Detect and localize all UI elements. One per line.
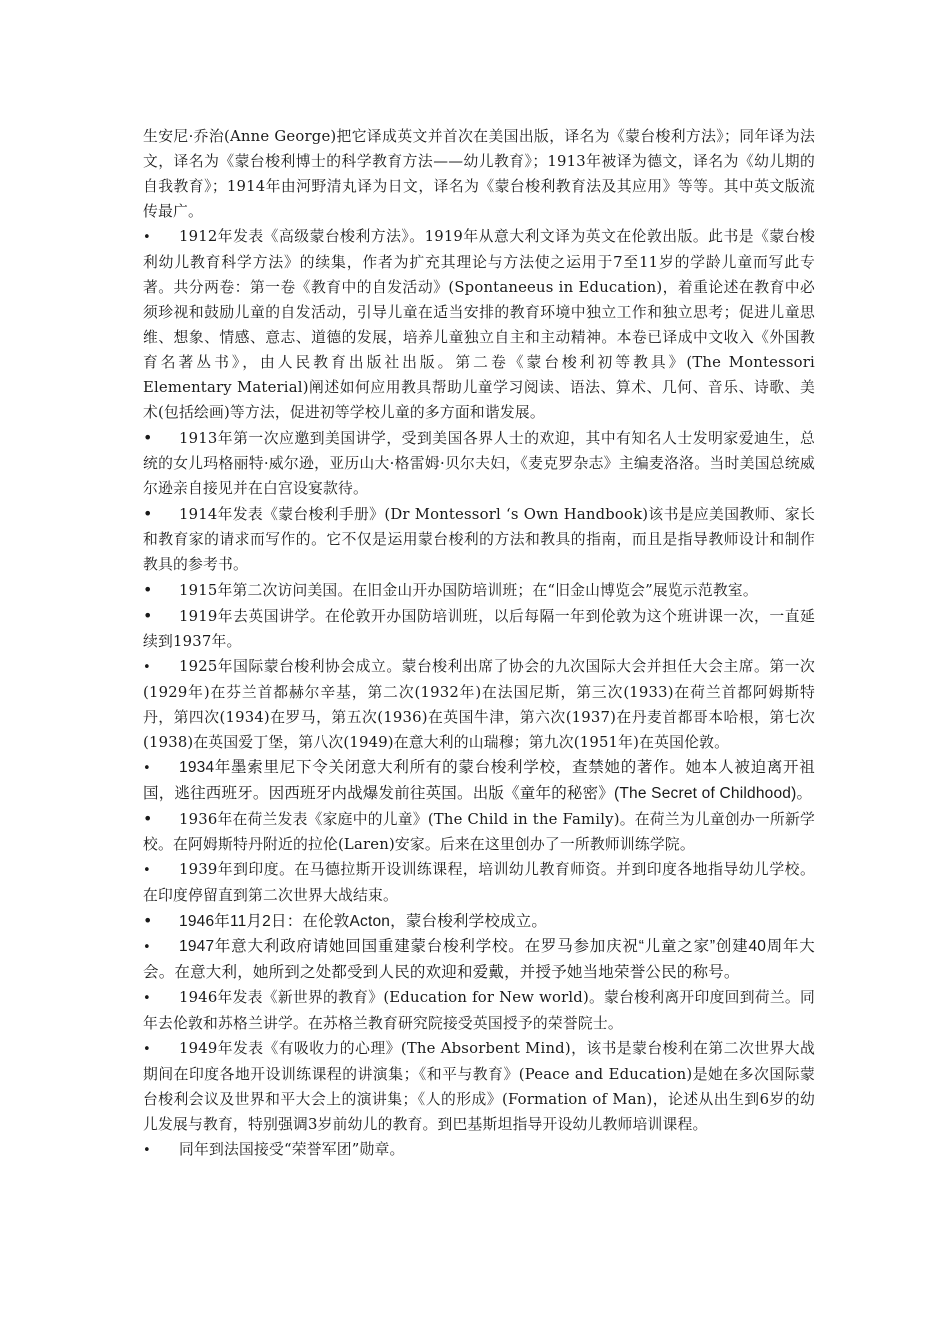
bullet-icon: • xyxy=(143,504,153,523)
list-item xyxy=(143,934,815,985)
bullet-icon: • xyxy=(143,991,151,1006)
list-item xyxy=(143,224,815,425)
list-item-text: 1939年到印度。在马德拉斯开设训练课程，培训幼儿教育师资。并到印度各地指导幼儿学校。在印度停留直到第二次世界大战结束。 xyxy=(143,861,815,904)
bullet-icon: • xyxy=(143,863,151,878)
list-item-text: 1913年第一次应邀到美国讲学，受到美国各界人士的欢迎，其中有知名人士发明家爱迪生，总统的女儿玛格丽特·威尔逊，亚历山大·格雷姆·贝尔夫妇，《麦克罗杂志》主编麦洛洛。当时美国总统威尔逊亲自接见并在白宫设宴款待。 xyxy=(143,430,815,497)
list-item xyxy=(143,425,815,501)
list-item xyxy=(143,1137,815,1163)
bullet-icon: • xyxy=(143,940,151,955)
bullet-icon: • xyxy=(143,660,151,675)
list-item xyxy=(143,755,815,806)
bullet-icon: • xyxy=(143,1143,151,1158)
bullet-icon: • xyxy=(143,761,151,776)
list-item-text: 1925年国际蒙台梭利协会成立。蒙台梭利出席了协会的九次国际大会并担任大会主席。第一次(1929年)在芬兰首都赫尔辛基，第二次(1932年)在法国尼斯，第三次(1933)在荷兰首都阿姆斯特丹，第四次(1934)在罗马，第五次(1936)在英国牛津，第六次(1937)在丹麦首都哥本哈根，第七次(1938)在英国爱丁堡，第八次(1949)在意大利的山瑞穆；第九次(1951年)在英国伦敦。 xyxy=(143,658,815,751)
list-item-text: 1919年去英国讲学。在伦敦开办国防培训班，以后每隔一年到伦敦为这个班讲课一次，一直延续到1937年。 xyxy=(143,608,815,650)
document-page xyxy=(143,124,815,1163)
list-item xyxy=(143,806,815,857)
intro-paragraph: 生安尼·乔治(Anne George)把它译成英文并首次在美国出版，译名为《蒙台梭利方法》；同年译为法文，译名为《蒙台梭利博士的科学教育方法——幼儿教育》；1913年被译为德文，译名为《幼儿期的自我教育》；1914年由河野清丸译为日文，译名为《蒙台梭利教育法及其应用》等等。其中英文版流传最广。 xyxy=(143,128,815,220)
bullet-icon: • xyxy=(143,606,153,625)
bullet-icon: • xyxy=(143,580,153,599)
list-item xyxy=(143,908,815,934)
list-item xyxy=(143,603,815,654)
bullet-icon: • xyxy=(143,809,153,828)
list-item-text: 1936年在荷兰发表《家庭中的儿童》(The Child in the Family)。在荷兰为儿童创办一所新学校。在阿姆斯特丹附近的拉伦(Laren)安家。后来在这里创办了一所教师训练学院。 xyxy=(143,811,815,853)
list-item-text: 1947年意大利政府请她回国重建蒙台梭利学校。在罗马参加庆祝“儿童之家”创建40周年大会。在意大利，她所到之处都受到人民的欢迎和爱戴，并授予她当地荣誉公民的称号。 xyxy=(143,938,815,981)
list-item xyxy=(143,654,815,755)
list-item-text: 1912年发表《高级蒙台梭利方法》。1919年从意大利文译为英文在伦敦出版。此书是《蒙台梭利幼儿教育科学方法》的续集，作者为扩充其理论与方法使之运用于7至11岁的学龄儿童而写此专著。共分两卷：第一卷《教育中的自发活动》(Spontaneeus in Education)，着重论述在教育中必须珍视和鼓励儿童的自发活动，引导儿童在适当安排的教育环境中独立工作和独立思考；促进儿童思维、想象、情感、意志、道德的发展，培养儿童独立自主和主动精神。本卷已译成中文收入《外国教育名著丛书》，由人民教育出版社出版。第二卷《蒙台梭利初等教具》(The Montessori Elementary Material)阐述如何应用教具帮助儿童学习阅读、语法、算术、几何、音乐、诗歌、美术(包括绘画)等方法，促进初等学校儿童的多方面和谐发展。 xyxy=(143,228,815,421)
bullet-icon: • xyxy=(143,1042,151,1057)
list-item-text: 1915年第二次访问美国。在旧金山开办国防培训班；在“旧金山博览会”展览示范教室。 xyxy=(179,582,758,599)
list-item xyxy=(143,577,815,603)
bullet-icon: • xyxy=(143,911,153,930)
list-item-text: 1946年11月2日：在伦敦Acton，蒙台梭利学校成立。 xyxy=(179,913,548,930)
bullet-icon: • xyxy=(143,230,151,245)
list-item-text: 1946年发表《新世界的教育》(Education for New world)。蒙台梭利离开印度回到荷兰。同年去伦敦和苏格兰讲学。在苏格兰教育研究院接受英国授予的荣誉院士。 xyxy=(143,989,815,1032)
list-item xyxy=(143,501,815,577)
bullet-icon: • xyxy=(143,428,153,447)
list-item-text: 1949年发表《有吸收力的心理》(The Absorbent Mind)，该书是蒙台梭利在第二次世界大战期间在印度各地开设训练课程的讲演集；《和平与教育》(Peace and Education)是她在多次国际蒙台梭利会议及世界和平大会上的演讲集；《人的形成》(Formation of Man)，论述从出生到6岁的幼儿发展与教育，特别强调3岁前幼儿的教育。到巴基斯坦指导开设幼儿教师培训课程。 xyxy=(143,1040,815,1133)
list-item-text: 同年到法国接受“荣誉军团”勋章。 xyxy=(179,1141,405,1158)
list-item xyxy=(143,985,815,1036)
list-item xyxy=(143,1036,815,1137)
list-item-text: 1914年发表《蒙台梭利手册》(Dr Montessorl ‘s Own Handbook)该书是应美国教师、家长和教育家的请求而写作的。它不仅是运用蒙台梭利的方法和教具的指南，而且是指导教师设计和制作教具的参考书。 xyxy=(143,506,815,573)
list-item xyxy=(143,857,815,908)
list-item-text: 1934年墨索里尼下令关闭意大利所有的蒙台梭利学校，查禁她的著作。她本人被迫离开祖国，逃往西班牙。因西班牙内战爆发前往英国。出版《童年的秘密》(The Secret of Childhood)。 xyxy=(143,759,815,802)
